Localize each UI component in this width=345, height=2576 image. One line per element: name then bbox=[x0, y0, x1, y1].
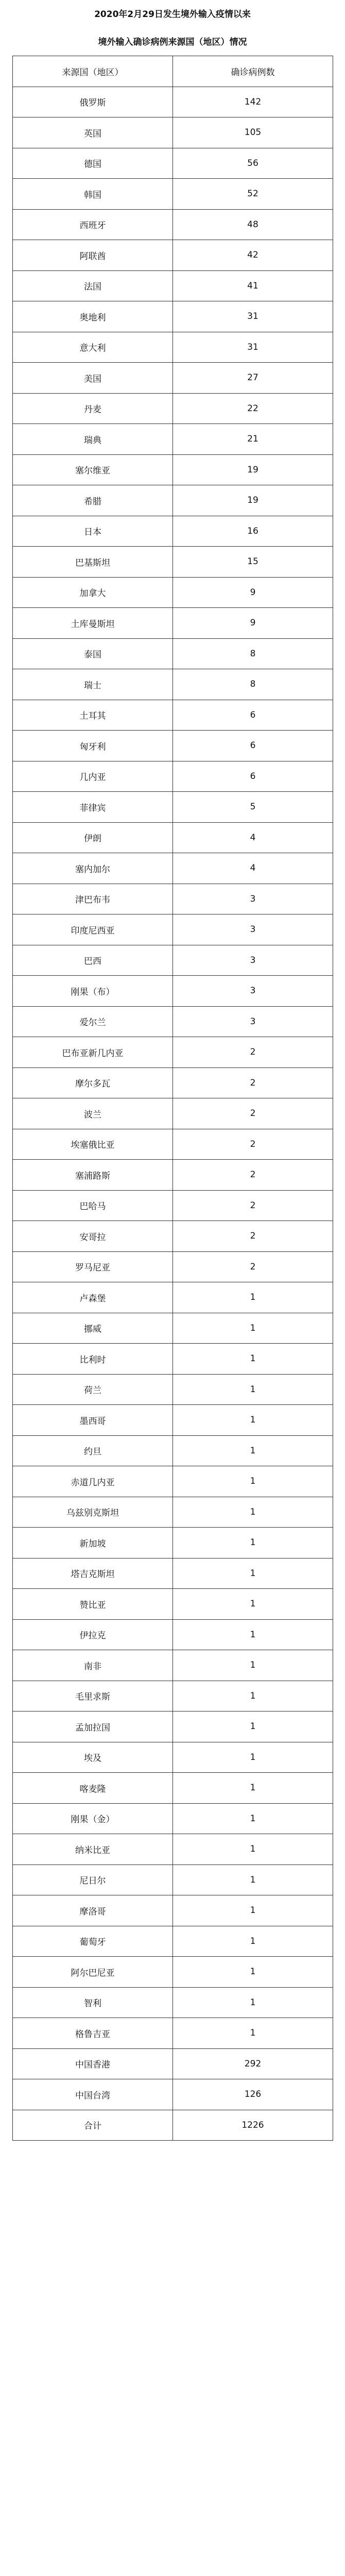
table-row bbox=[13, 1957, 333, 1988]
table-row bbox=[13, 731, 333, 761]
country-cell: 摩尔多瓦 bbox=[13, 1067, 173, 1098]
country-cell: 埃塞俄比亚 bbox=[13, 1129, 173, 1160]
country-cell: 瑞士 bbox=[13, 669, 173, 700]
country-cell: 阿尔巴尼亚 bbox=[13, 1957, 173, 1988]
country-cell: 新加坡 bbox=[13, 1528, 173, 1558]
country-cell: 德国 bbox=[13, 148, 173, 179]
header-cases: 确诊病例数 bbox=[173, 56, 333, 87]
cases-cell: 1 bbox=[173, 2018, 333, 2049]
table-row bbox=[13, 1742, 333, 1773]
table-row bbox=[13, 240, 333, 271]
table-row bbox=[13, 608, 333, 639]
table-row bbox=[13, 454, 333, 485]
table-row bbox=[13, 1037, 333, 1068]
cases-cell: 1 bbox=[173, 1405, 333, 1436]
country-cell: 美国 bbox=[13, 363, 173, 394]
table-row bbox=[13, 1098, 333, 1129]
cases-cell: 5 bbox=[173, 792, 333, 823]
cases-cell: 1 bbox=[173, 1865, 333, 1895]
country-cell: 匈牙利 bbox=[13, 731, 173, 761]
cases-cell: 1 bbox=[173, 1650, 333, 1681]
cases-cell: 1 bbox=[173, 1987, 333, 2018]
cases-cell: 1 bbox=[173, 1558, 333, 1589]
cases-cell: 3 bbox=[173, 1006, 333, 1037]
country-cell: 安哥拉 bbox=[13, 1221, 173, 1252]
table-row bbox=[13, 87, 333, 117]
table-row bbox=[13, 1834, 333, 1865]
cases-cell: 142 bbox=[173, 87, 333, 117]
cases-cell: 19 bbox=[173, 485, 333, 516]
table-row bbox=[13, 1313, 333, 1344]
cases-cell: 2 bbox=[173, 1251, 333, 1282]
country-cell: 希腊 bbox=[13, 485, 173, 516]
country-cell: 瑞典 bbox=[13, 424, 173, 455]
cases-cell: 9 bbox=[173, 608, 333, 639]
table-row bbox=[13, 1650, 333, 1681]
cases-cell: 52 bbox=[173, 179, 333, 210]
cases-cell: 1 bbox=[173, 1466, 333, 1497]
country-cell: 法国 bbox=[13, 270, 173, 301]
table-row bbox=[13, 516, 333, 547]
country-cell: 纳米比亚 bbox=[13, 1834, 173, 1865]
table-row bbox=[13, 1129, 333, 1160]
table-row bbox=[13, 1344, 333, 1375]
country-cell: 日本 bbox=[13, 516, 173, 547]
country-cell: 爱尔兰 bbox=[13, 1006, 173, 1037]
cases-cell: 48 bbox=[173, 209, 333, 240]
cases-cell: 3 bbox=[173, 884, 333, 914]
country-cell: 埃及 bbox=[13, 1742, 173, 1773]
country-cell: 塞浦路斯 bbox=[13, 1160, 173, 1191]
cases-cell: 8 bbox=[173, 669, 333, 700]
country-cell: 乌兹别克斯坦 bbox=[13, 1497, 173, 1528]
country-cell: 阿联酋 bbox=[13, 240, 173, 271]
country-cell: 喀麦隆 bbox=[13, 1773, 173, 1804]
title-line-2: 境外输入确诊病例来源国（地区）情况 bbox=[98, 37, 247, 47]
table-row bbox=[13, 393, 333, 424]
country-cell: 韩国 bbox=[13, 179, 173, 210]
cases-cell: 126 bbox=[173, 2079, 333, 2110]
cases-cell: 1 bbox=[173, 1957, 333, 1988]
table-row bbox=[13, 1190, 333, 1221]
cases-cell: 56 bbox=[173, 148, 333, 179]
cases-cell: 1226 bbox=[173, 2110, 333, 2141]
table-row bbox=[13, 1865, 333, 1895]
country-cell: 塞尔维亚 bbox=[13, 454, 173, 485]
country-cell: 罗马尼亚 bbox=[13, 1251, 173, 1282]
table-row bbox=[13, 1067, 333, 1098]
table-row bbox=[13, 1405, 333, 1436]
table-row bbox=[13, 1895, 333, 1926]
table-row bbox=[13, 1987, 333, 2018]
country-cell: 智利 bbox=[13, 1987, 173, 2018]
table-row bbox=[13, 884, 333, 914]
cases-cell: 1 bbox=[173, 1926, 333, 1957]
country-cell: 菲律宾 bbox=[13, 792, 173, 823]
table-row bbox=[13, 1619, 333, 1650]
country-cell: 孟加拉国 bbox=[13, 1711, 173, 1742]
table-row bbox=[13, 485, 333, 516]
country-cell: 加拿大 bbox=[13, 577, 173, 608]
cases-cell: 1 bbox=[173, 1313, 333, 1344]
cases-table bbox=[12, 56, 333, 2141]
cases-cell: 4 bbox=[173, 822, 333, 853]
cases-cell: 1 bbox=[173, 1344, 333, 1375]
country-cell: 刚果（金） bbox=[13, 1803, 173, 1834]
cases-cell: 41 bbox=[173, 270, 333, 301]
cases-cell: 3 bbox=[173, 945, 333, 976]
table-row bbox=[13, 1681, 333, 1711]
country-cell: 意大利 bbox=[13, 332, 173, 363]
table-row bbox=[13, 363, 333, 394]
table-row bbox=[13, 1221, 333, 1252]
cases-cell: 1 bbox=[173, 1435, 333, 1466]
table-row bbox=[13, 945, 333, 976]
cases-cell: 1 bbox=[173, 1619, 333, 1650]
table-row bbox=[13, 669, 333, 700]
table-row bbox=[13, 332, 333, 363]
cases-cell: 2 bbox=[173, 1037, 333, 1068]
cases-cell: 3 bbox=[173, 976, 333, 1007]
cases-cell: 105 bbox=[173, 117, 333, 148]
country-cell: 赤道几内亚 bbox=[13, 1466, 173, 1497]
country-cell: 中国台湾 bbox=[13, 2079, 173, 2110]
cases-cell: 4 bbox=[173, 853, 333, 884]
cases-cell: 27 bbox=[173, 363, 333, 394]
cases-cell: 1 bbox=[173, 1528, 333, 1558]
table-row bbox=[13, 209, 333, 240]
table-row bbox=[13, 1251, 333, 1282]
country-cell: 印度尼西亚 bbox=[13, 914, 173, 945]
country-cell: 土耳其 bbox=[13, 700, 173, 731]
table-row bbox=[13, 822, 333, 853]
table-row bbox=[13, 1926, 333, 1957]
cases-cell: 1 bbox=[173, 1497, 333, 1528]
country-cell: 伊朗 bbox=[13, 822, 173, 853]
table-row bbox=[13, 1589, 333, 1620]
table-row bbox=[13, 1435, 333, 1466]
country-cell: 摩洛哥 bbox=[13, 1895, 173, 1926]
country-cell: 毛里求斯 bbox=[13, 1681, 173, 1711]
country-cell: 比利时 bbox=[13, 1344, 173, 1375]
cases-cell: 3 bbox=[173, 914, 333, 945]
cases-cell: 8 bbox=[173, 638, 333, 669]
table-row bbox=[13, 424, 333, 455]
country-cell: 卢森堡 bbox=[13, 1282, 173, 1313]
country-cell: 奥地利 bbox=[13, 301, 173, 332]
cases-cell: 1 bbox=[173, 1834, 333, 1865]
country-cell: 津巴布韦 bbox=[13, 884, 173, 914]
cases-cell: 2 bbox=[173, 1160, 333, 1191]
cases-cell: 1 bbox=[173, 1742, 333, 1773]
country-cell: 塞内加尔 bbox=[13, 853, 173, 884]
country-cell: 合计 bbox=[13, 2110, 173, 2141]
country-cell: 荷兰 bbox=[13, 1374, 173, 1405]
cases-cell: 2 bbox=[173, 1129, 333, 1160]
table-row bbox=[13, 301, 333, 332]
cases-cell: 1 bbox=[173, 1589, 333, 1620]
table-row bbox=[13, 700, 333, 731]
cases-cell: 22 bbox=[173, 393, 333, 424]
cases-cell: 1 bbox=[173, 1681, 333, 1711]
country-cell: 俄罗斯 bbox=[13, 87, 173, 117]
country-cell: 中国香港 bbox=[13, 2048, 173, 2079]
country-cell: 巴基斯坦 bbox=[13, 547, 173, 578]
table-row bbox=[13, 1528, 333, 1558]
table-row bbox=[13, 638, 333, 669]
country-cell: 尼日尔 bbox=[13, 1865, 173, 1895]
table-row bbox=[13, 1803, 333, 1834]
cases-cell: 15 bbox=[173, 547, 333, 578]
cases-cell: 31 bbox=[173, 301, 333, 332]
table-body bbox=[13, 87, 333, 2141]
table-row bbox=[13, 1374, 333, 1405]
country-cell: 土库曼斯坦 bbox=[13, 608, 173, 639]
country-cell: 南非 bbox=[13, 1650, 173, 1681]
table-row bbox=[13, 1006, 333, 1037]
table-row bbox=[13, 1773, 333, 1804]
table-row bbox=[13, 270, 333, 301]
table-row bbox=[13, 117, 333, 148]
table-row bbox=[13, 761, 333, 792]
table-row bbox=[13, 1497, 333, 1528]
cases-cell: 16 bbox=[173, 516, 333, 547]
country-cell: 丹麦 bbox=[13, 393, 173, 424]
table-row bbox=[13, 2079, 333, 2110]
country-cell: 塔吉克斯坦 bbox=[13, 1558, 173, 1589]
cases-cell: 1 bbox=[173, 1773, 333, 1804]
table-row bbox=[13, 577, 333, 608]
cases-cell: 42 bbox=[173, 240, 333, 271]
cases-cell: 21 bbox=[173, 424, 333, 455]
title-line-1: 2020年2月29日发生境外输入疫情以来 bbox=[94, 9, 251, 20]
table-row bbox=[13, 1558, 333, 1589]
country-cell: 西班牙 bbox=[13, 209, 173, 240]
cases-cell: 1 bbox=[173, 1711, 333, 1742]
country-cell: 墨西哥 bbox=[13, 1405, 173, 1436]
cases-cell: 6 bbox=[173, 731, 333, 761]
cases-cell: 6 bbox=[173, 700, 333, 731]
cases-cell: 2 bbox=[173, 1190, 333, 1221]
cases-cell: 2 bbox=[173, 1098, 333, 1129]
country-cell: 格鲁吉亚 bbox=[13, 2018, 173, 2049]
table-row bbox=[13, 976, 333, 1007]
cases-cell: 1 bbox=[173, 1282, 333, 1313]
country-cell: 几内亚 bbox=[13, 761, 173, 792]
header-country: 来源国（地区） bbox=[13, 56, 173, 87]
table-row bbox=[13, 547, 333, 578]
table-row bbox=[13, 179, 333, 210]
table-row bbox=[13, 792, 333, 823]
country-cell: 巴哈马 bbox=[13, 1190, 173, 1221]
country-cell: 约旦 bbox=[13, 1435, 173, 1466]
country-cell: 泰国 bbox=[13, 638, 173, 669]
country-cell: 挪威 bbox=[13, 1313, 173, 1344]
cases-cell: 292 bbox=[173, 2048, 333, 2079]
table-row bbox=[13, 1160, 333, 1191]
table-row bbox=[13, 2018, 333, 2049]
country-cell: 巴西 bbox=[13, 945, 173, 976]
table-row bbox=[13, 148, 333, 179]
table-row bbox=[13, 1711, 333, 1742]
cases-cell: 9 bbox=[173, 577, 333, 608]
cases-cell: 6 bbox=[173, 761, 333, 792]
cases-cell: 1 bbox=[173, 1803, 333, 1834]
cases-cell: 31 bbox=[173, 332, 333, 363]
country-cell: 刚果（布） bbox=[13, 976, 173, 1007]
table-row bbox=[13, 1282, 333, 1313]
country-cell: 伊拉克 bbox=[13, 1619, 173, 1650]
table-row bbox=[13, 2110, 333, 2141]
country-cell: 赞比亚 bbox=[13, 1589, 173, 1620]
table-row bbox=[13, 2048, 333, 2079]
cases-cell: 1 bbox=[173, 1374, 333, 1405]
country-cell: 波兰 bbox=[13, 1098, 173, 1129]
country-cell: 巴布亚新几内亚 bbox=[13, 1037, 173, 1068]
country-cell: 英国 bbox=[13, 117, 173, 148]
table-row bbox=[13, 914, 333, 945]
cases-cell: 1 bbox=[173, 1895, 333, 1926]
country-cell: 葡萄牙 bbox=[13, 1926, 173, 1957]
table-row bbox=[13, 1466, 333, 1497]
table-header-row bbox=[13, 56, 333, 87]
table-row bbox=[13, 853, 333, 884]
cases-cell: 19 bbox=[173, 454, 333, 485]
cases-cell: 2 bbox=[173, 1221, 333, 1252]
cases-cell: 2 bbox=[173, 1067, 333, 1098]
